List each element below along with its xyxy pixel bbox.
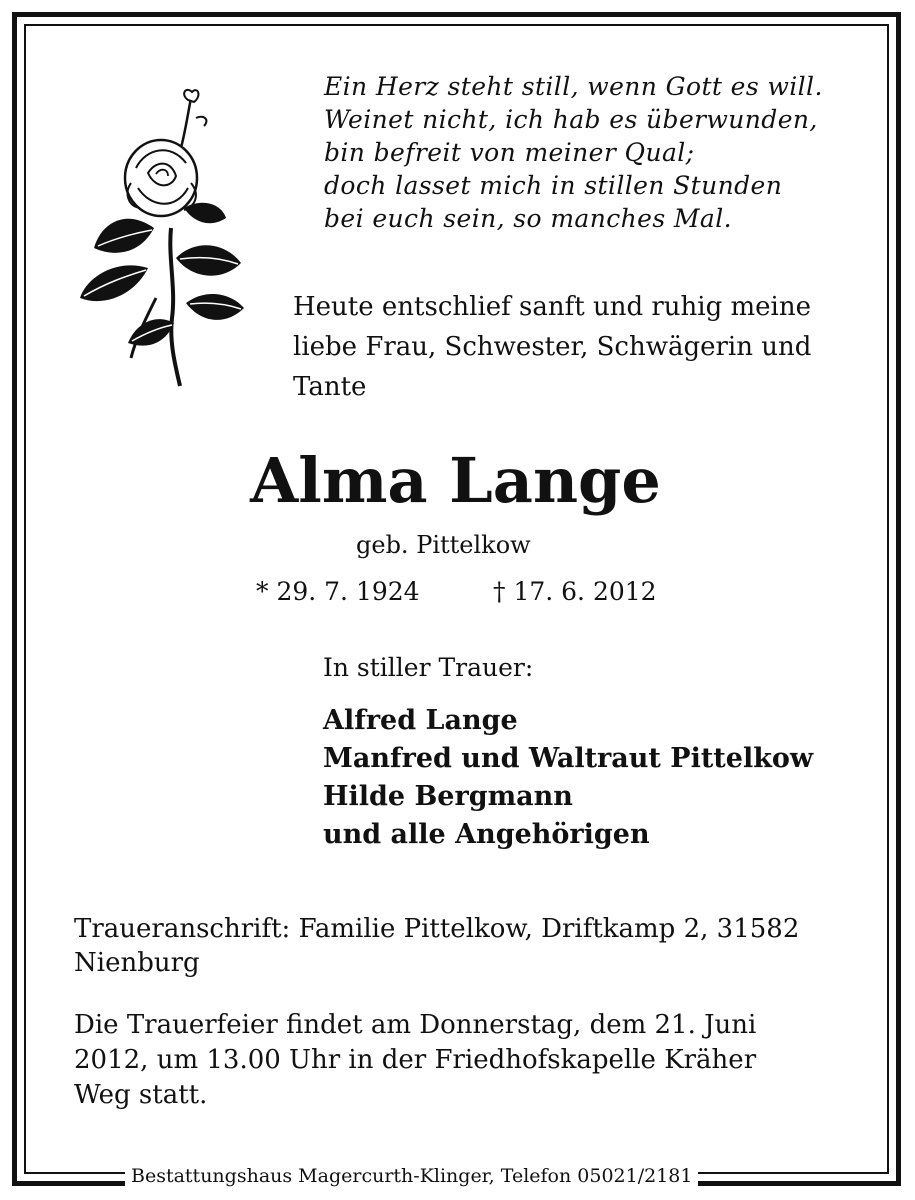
poem-line: doch lasset mich in stillen Stunden [324,171,783,200]
mourner-name: Hilde Bergmann [323,781,573,812]
deceased-name-row [0,446,915,516]
maiden-name: geb. Pittelkow [356,531,531,559]
ceremony-line: Die Trauerfeier findet am Donnerstag, dem 21. Juni [74,1010,757,1040]
mourner-name: und alle Angehörigen [323,819,650,850]
intro-line: liebe Frau, Schwester, Schwägerin und [293,332,812,362]
intro-line: Heute entschlief sanft und ruhig meine [293,292,811,322]
death-date: † 17. 6. 2012 [493,577,657,606]
address-line: Nienburg [74,948,200,978]
funeral-notice [74,1008,854,1113]
poem-block [324,70,884,235]
mourner-name: Manfred und Waltraut Pittelkow [323,743,814,774]
funeral-home-footer: Bestattungshaus Magercurth-Klinger, Telefon 05021/2181 [125,1164,698,1188]
intro-text [293,287,853,407]
poem-line: bei euch sein, so manches Mal. [324,204,732,233]
mourner-name: Alfred Lange [323,705,518,736]
address-line: Traueranschrift: Familie Pittelkow, Driftkamp 2, 31582 [74,914,800,944]
birth-date: * 29. 7. 1924 [256,577,420,606]
ceremony-line: 2012, um 13.00 Uhr in der Friedhofskapelle Kräher [74,1045,757,1075]
intro-line: Tante [293,372,367,402]
deceased-name: Alma Lange [250,444,661,517]
rose-icon [76,88,246,388]
poem-line: bin befreit von meiner Qual; [324,138,695,167]
poem-line: Ein Herz steht still, wenn Gott es will. [324,72,823,101]
ceremony-line: Weg statt. [74,1080,208,1110]
mourners-list [323,702,813,854]
mourning-address [74,912,854,980]
mourning-label: In stiller Trauer: [323,653,534,682]
poem-line: Weinet nicht, ich hab es überwunden, [324,105,818,134]
